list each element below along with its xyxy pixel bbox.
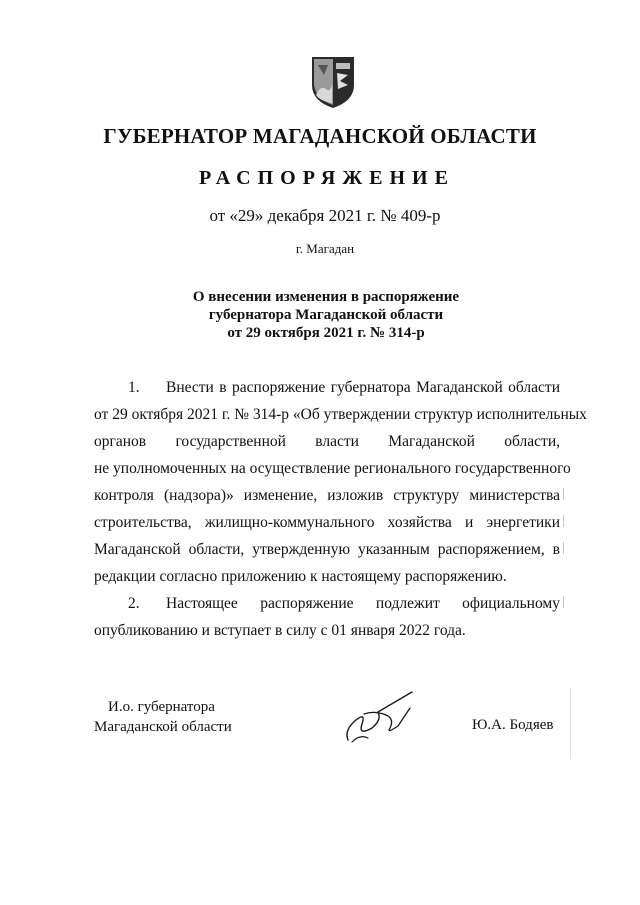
body-line: строительства, жилищно-коммунального хозяйства и энергетики [94, 514, 560, 531]
body-line: 1. Внести в распоряжение губернатора Магаданской области [94, 374, 560, 401]
governor-title: ГУБЕРНАТОР МАГАДАНСКОЙ ОБЛАСТИ [103, 124, 537, 148]
subject-line: О внесении изменения в распоряжение [192, 289, 460, 305]
paragraph-1 [94, 374, 587, 590]
paragraph-number: 1. [128, 379, 140, 396]
document-city: г. Магадан [295, 241, 355, 256]
body-line: опубликованию и вступает в силу с 01 января 2022 года. [94, 622, 466, 639]
signatory-position [94, 697, 232, 737]
position-line: И.о. губернатора [108, 699, 215, 715]
scan-edge-mark [563, 488, 564, 500]
scan-edge-mark [563, 515, 564, 527]
document-body [94, 374, 587, 644]
body-line: редакции согласно приложению к настоящему распоряжению. [94, 568, 507, 585]
subject-line: от 29 октября 2021 г. № 314-р [227, 325, 425, 341]
body-line: контроля (надзора)» изменение, изложив структуру министерства [94, 487, 560, 504]
paragraph-2 [94, 590, 560, 644]
handwritten-signature [342, 690, 422, 748]
paragraph-number: 2. [128, 595, 140, 612]
body-line: не уполномоченных на осуществление регионального государственного [94, 460, 571, 477]
document-subject [0, 288, 640, 342]
document-type: РАСПОРЯЖЕНИЕ [199, 167, 455, 189]
scan-edge-mark [563, 542, 564, 554]
scan-edge-mark [563, 596, 564, 608]
body-line: Магаданской области, утвержденную указанным распоряжением, в [94, 541, 560, 558]
position-line: Магаданской области [94, 719, 232, 735]
body-line: от 29 октября 2021 г. № 314-р «Об утверждении структур исполнительных [94, 406, 587, 423]
scan-edge-mark [570, 688, 571, 758]
signatory-name: Ю.А. Бодяев [472, 717, 554, 733]
body-line: органов государственной власти Магаданской области, [94, 433, 560, 450]
body-line: 2. Настоящее распоряжение подлежит официальному [94, 590, 560, 617]
coat-of-arms-icon [310, 55, 356, 109]
document-date-number: от «29» декабря 2021 г. № 409-р [209, 206, 441, 225]
subject-line: губернатора Магаданской области [208, 307, 444, 323]
